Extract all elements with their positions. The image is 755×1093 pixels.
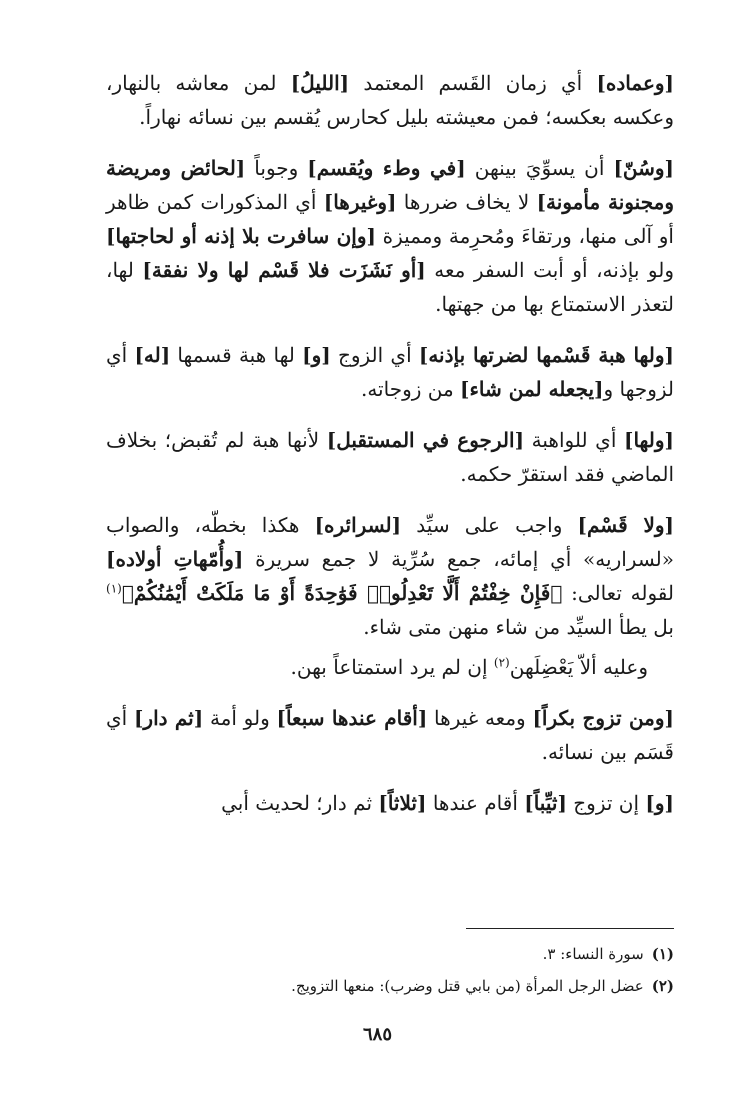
matn-text: [ثم دار] [133, 706, 204, 730]
sharh-text: أي قَسَم بين نسائه. [106, 706, 674, 764]
matn-text: [لسرائره] [314, 513, 402, 537]
matn-text: [و] [302, 343, 331, 367]
sharh-text: واجب على سيِّد [401, 513, 578, 537]
sharh-text: أن يسوِّيَ بينهن [465, 156, 614, 180]
sharh-text: أي الزوج [330, 343, 419, 367]
sharh-text: ولو أمة [203, 706, 277, 730]
page-number: ٦٨٥ [362, 1024, 392, 1045]
matn-text: [وغيرها] [323, 190, 397, 214]
sharh-text: بل يطأ السيِّد من شاء منهن متى شاء. [363, 615, 674, 639]
sharh-text: وعليه ألاّ يَعْضِلَهن [509, 655, 648, 679]
footnote [106, 970, 674, 1002]
matn-text: [أقام عندها سبعاً] [276, 706, 428, 730]
sharh-text: أي المذكورات كمن ظاهر أو آلى منها، ورتقاءَ ومُحرِمة ومميزة [106, 190, 674, 248]
sharh-text: ولو بإذنه، أو أبت السفر معه [425, 258, 675, 282]
matn-text: [ولها هبة قَسْمها لضرتها بإذنه] [418, 343, 674, 367]
matn-text: [ولها] [623, 428, 674, 452]
paragraph [106, 423, 674, 491]
sharh-text: لها هبة قسمها [170, 343, 303, 367]
paragraph [106, 786, 674, 820]
sharh-text: إن لم يرد استمتاعاً بهن. [290, 655, 494, 679]
matn-text: ﴿فَإِنْ خِفْتُمْ أَلَّا تَعْدِلُوا۟ فَوَٰحِدَةً أَوْ مَا مَلَكَتْ أَيْمَٰنُكُمْ﴾ [121, 581, 563, 605]
matn-text: [في وطء ويُقسم] [307, 156, 466, 180]
sharh-text: لها، لتعذر الاستمتاع بها من جهتها. [106, 258, 674, 316]
main-text [106, 66, 674, 837]
footnotes [106, 938, 674, 1002]
matn-text: [وسُنّ] [613, 156, 675, 180]
sharh-text: ومعه غيرها [427, 706, 533, 730]
footnote-text: سورة النساء: ٣. [542, 945, 644, 963]
matn-text: [الرجوع في المستقبل] [326, 428, 525, 452]
sharh-text: إن تزوج [566, 791, 646, 815]
footnote-text: عضل الرجل المرأة (من بابي قتل وضرب): منعها التزويج. [291, 977, 644, 995]
paragraph [106, 151, 674, 321]
sharh-text: أقام عندها [426, 791, 525, 815]
paragraph [106, 66, 674, 134]
matn-text: [وعماده] [596, 71, 674, 95]
footnote-separator [466, 928, 674, 929]
sharh-text: هكذا بخطّه، والصواب «لسراريه» أي إمائه، جمع سُرِّية لا جمع سريرة [106, 513, 674, 571]
matn-text: [أو نَشَزَت فلا قَسْم لها ولا نفقة] [142, 258, 426, 282]
matn-text: [ثيِّباً] [524, 791, 567, 815]
sharh-text: من زوجاته. [360, 377, 461, 401]
sharh-text: لمن معاشه بالنهار، وعكسه بعكسه؛ فمن معيشته بليل كحارس يُقسم بين نسائه نهاراً. [106, 71, 674, 129]
matn-text: [ولا قَسْم] [577, 513, 674, 537]
matn-text: [ومن تزوج بكراً] [532, 706, 675, 730]
paragraph [106, 338, 674, 406]
sharh-text: وجوباً [245, 156, 308, 180]
footnote-ref: (١) [106, 581, 122, 596]
footnote [106, 938, 674, 970]
matn-text: [له] [134, 343, 171, 367]
sharh-text: أي زمان القَسم المعتمد [349, 71, 597, 95]
paragraph [106, 701, 674, 769]
matn-text: [وأُمّهاتِ أولاده] [106, 547, 244, 571]
footnote-ref: (٢) [493, 655, 510, 670]
matn-text: [لحائض ومريضة ومجنونة مأمونة] [106, 156, 674, 214]
footnote-number: (١) [651, 945, 674, 963]
matn-text: [وإن سافرت بلا إذنه أو لحاجتها] [106, 224, 376, 248]
sharh-text: لأنها هبة لم تُقبض؛ بخلاف الماضي فقد استقرّ حكمه. [106, 428, 674, 486]
matn-text: [الليلُ] [290, 71, 350, 95]
matn-text: [يجعله لمن شاء] [460, 377, 604, 401]
matn-text: [ثلاثاً] [378, 791, 427, 815]
sharh-text: أي لزوجها و [106, 343, 674, 401]
sharh-text: لا يخاف ضررها [396, 190, 537, 214]
sharh-text: ثم دار؛ لحديث أبي [221, 791, 379, 815]
footnote-number: (٢) [651, 977, 674, 995]
paragraph [106, 508, 674, 644]
matn-text: [و] [645, 791, 674, 815]
paragraph [106, 650, 674, 684]
sharh-text: لقوله تعالى: [562, 581, 675, 605]
sharh-text: أي للواهبة [524, 428, 624, 452]
